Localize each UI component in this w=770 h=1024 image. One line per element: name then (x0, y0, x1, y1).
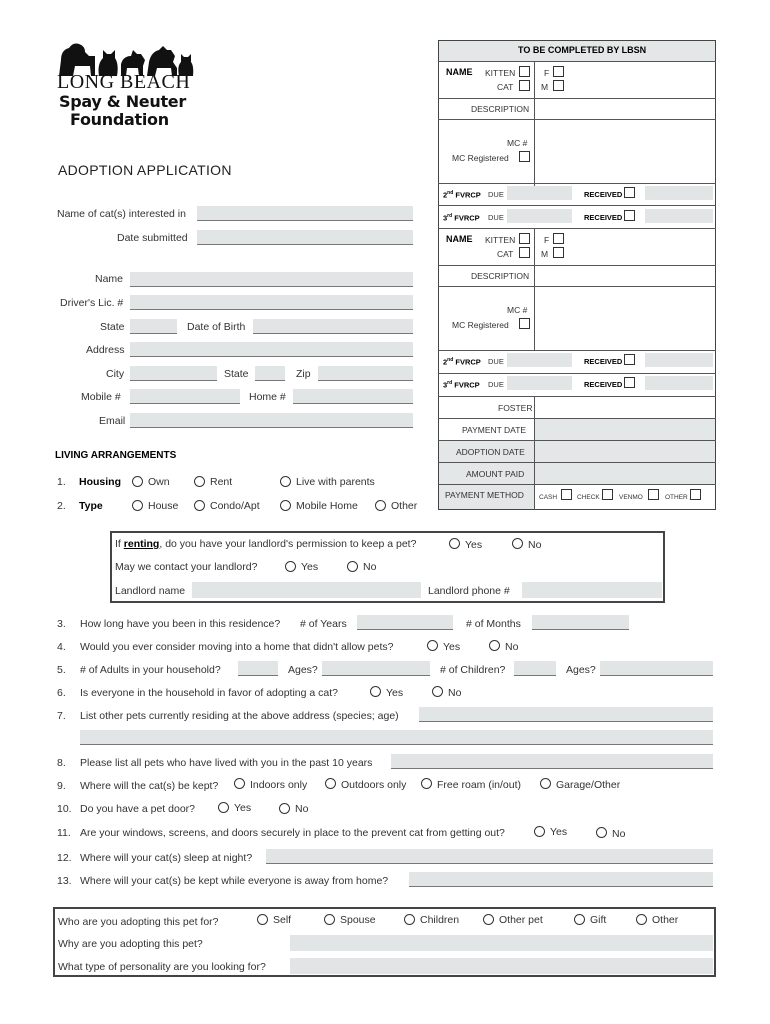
address-field[interactable] (130, 342, 413, 357)
q1-number: 1. (57, 476, 66, 488)
cat2-m-checkbox[interactable] (553, 247, 564, 258)
adopting-for-question: Who are you adopting this pet for? (58, 916, 219, 928)
landlord-name-label: Landlord name (115, 585, 186, 597)
why-field[interactable] (290, 935, 713, 951)
q8-text: Please list all pets who have lived with you in the past 10 years (80, 757, 373, 769)
cat1-mc-registered-checkbox[interactable] (519, 151, 530, 162)
q4-yes-label: Yes (443, 641, 461, 653)
cat2-fvrcp2-received-checkbox[interactable] (624, 354, 635, 365)
q6-yes-radio[interactable] (370, 686, 381, 697)
past-pets-field[interactable] (391, 754, 713, 769)
dob-field[interactable] (253, 319, 413, 334)
other-adopt-label: Other (652, 914, 679, 926)
q7-text: List other pets currently residing at the above address (species; age) (80, 710, 399, 722)
cat2-mc-registered-checkbox[interactable] (519, 318, 530, 329)
children-label: # of Children? (440, 664, 506, 676)
logo-line3: Foundation (70, 110, 169, 129)
contact-no-label: No (363, 561, 377, 573)
housing-label: Housing (79, 476, 121, 488)
q7-number: 7. (57, 710, 66, 722)
cat2-cat-label: CAT (497, 249, 514, 259)
parents-radio[interactable] (280, 476, 291, 487)
gift-radio[interactable] (574, 914, 585, 925)
q4-no-radio[interactable] (489, 640, 500, 651)
address-label: Address (86, 344, 125, 356)
mobile-home-label: Mobile Home (296, 500, 358, 512)
mobile-field[interactable] (130, 389, 240, 404)
cat2-fvrcp3-due-label: DUE (488, 380, 504, 389)
foster-label: FOSTER (498, 403, 533, 413)
other-type-radio[interactable] (375, 500, 386, 511)
house-radio[interactable] (132, 500, 143, 511)
adult-ages-label: Ages? (288, 664, 318, 676)
self-radio[interactable] (257, 914, 268, 925)
email-label: Email (99, 415, 126, 427)
check-label: CHECK (577, 494, 600, 501)
garage-radio[interactable] (540, 778, 551, 789)
other-payment-checkbox[interactable] (690, 489, 701, 500)
cat2-m-label: M (541, 249, 549, 259)
q6-no-radio[interactable] (432, 686, 443, 697)
state2-label: State (224, 368, 249, 380)
cat-name-label: Name of cat(s) interested in (57, 208, 186, 220)
landlord-phone-label: Landlord phone # (428, 585, 510, 597)
contact-no-radio[interactable] (347, 561, 358, 572)
cat2-fvrcp3-due-field[interactable] (507, 376, 572, 390)
q6-number: 6. (57, 687, 66, 699)
why-question: Why are you adopting this pet? (58, 938, 203, 950)
cat1-kitten-checkbox[interactable] (519, 66, 530, 77)
cat1-f-checkbox[interactable] (553, 66, 564, 77)
spouse-label: Spouse (340, 914, 376, 926)
cat1-fvrcp2-due-field[interactable] (507, 186, 572, 200)
other-payment-label: OTHER (665, 494, 688, 501)
sleep-field[interactable] (266, 849, 713, 864)
lbsn-header: TO BE COMPLETED BY LBSN (518, 45, 647, 55)
cat1-kitten-label: KITTEN (485, 68, 516, 78)
outdoors-radio[interactable] (325, 778, 336, 789)
date-submitted-field[interactable] (197, 230, 413, 245)
q2-number: 2. (57, 500, 66, 512)
cat1-description-label: DESCRIPTION (471, 104, 530, 114)
amount-paid-label: AMOUNT PAID (466, 469, 525, 479)
other-pets-field-2[interactable] (80, 730, 713, 745)
q10-no-radio[interactable] (279, 803, 290, 814)
city-field[interactable] (130, 366, 217, 381)
state-label: State (100, 321, 125, 333)
outdoors-label: Outdoors only (341, 779, 407, 791)
cat1-fvrcp3-due-field[interactable] (507, 209, 572, 223)
months-field[interactable] (532, 615, 629, 630)
venmo-label: VENMO (619, 494, 643, 501)
q11-number: 11. (57, 827, 71, 839)
q3-number: 3. (57, 618, 66, 630)
indoors-radio[interactable] (234, 778, 245, 789)
license-label: Driver's Lic. # (60, 297, 124, 309)
adoption-date-label: ADOPTION DATE (456, 447, 525, 457)
rent-label: Rent (210, 476, 233, 488)
zip-label: Zip (296, 368, 311, 380)
other-pets-field[interactable] (419, 707, 713, 722)
cat1-fvrcp2-due-label: DUE (488, 190, 504, 199)
cat2-f-label: F (544, 235, 550, 245)
condo-label: Condo/Apt (210, 500, 260, 512)
name-label: Name (95, 273, 124, 285)
contact-yes-radio[interactable] (285, 561, 296, 572)
adult-ages-field[interactable] (322, 661, 430, 676)
cat2-fvrcp2-due-field[interactable] (507, 353, 572, 367)
q9-text: Where will the cat(s) be kept? (80, 780, 219, 792)
landlord-phone-field[interactable] (522, 582, 662, 598)
condo-radio[interactable] (194, 500, 205, 511)
living-heading: LIVING ARRANGEMENTS (55, 450, 177, 461)
city-label: City (106, 368, 125, 380)
cat1-m-label: M (541, 82, 549, 92)
garage-label: Garage/Other (556, 779, 621, 791)
roam-label: Free roam (in/out) (437, 779, 522, 791)
cat2-name-label: NAME (446, 234, 473, 244)
venmo-checkbox[interactable] (648, 489, 659, 500)
q13-text: Where will your cat(s) be kept while everyone is away from home? (80, 875, 389, 887)
children-label-adopt: Children (420, 914, 460, 926)
cat1-cat-label: CAT (497, 82, 514, 92)
name-field[interactable] (130, 272, 413, 287)
q4-yes-radio[interactable] (427, 640, 438, 651)
cat2-fvrcp3-label: 3rd FVRCP (443, 380, 480, 390)
q6-yes-label: Yes (386, 687, 404, 699)
type-label: Type (79, 500, 103, 512)
contact-yes-label: Yes (301, 561, 319, 573)
gift-label: Gift (590, 914, 607, 926)
q13-number: 13. (57, 875, 72, 887)
cat1-fvrcp2-received-label: RECEIVED (584, 190, 623, 199)
q9-number: 9. (57, 780, 66, 792)
logo-line2: Spay & Neuter (59, 92, 186, 111)
state-field[interactable] (130, 319, 177, 334)
roam-radio[interactable] (421, 778, 432, 789)
cat1-name-label: NAME (446, 67, 473, 77)
cash-label: CASH (539, 494, 558, 501)
parents-label: Live with parents (296, 476, 375, 488)
cat1-fvrcp3-received-field[interactable] (645, 209, 713, 223)
personality-question: What type of personality are you looking for? (58, 961, 266, 973)
q11-yes-label: Yes (550, 826, 568, 838)
children-field[interactable] (514, 661, 556, 676)
zip-field[interactable] (318, 366, 413, 381)
cat1-mc-label: MC # (507, 138, 528, 148)
cat2-kitten-checkbox[interactable] (519, 233, 530, 244)
check-checkbox[interactable] (602, 489, 613, 500)
dob-label: Date of Birth (187, 321, 246, 333)
house-label: House (148, 500, 179, 512)
q6-text: Is everyone in the household in favor of adopting a cat? (80, 687, 339, 699)
own-radio[interactable] (132, 476, 143, 487)
payment-method-label: PAYMENT METHOD (445, 490, 524, 500)
away-field[interactable] (409, 872, 713, 887)
own-label: Own (148, 476, 170, 488)
other-type-label: Other (391, 500, 418, 512)
landlord-name-field[interactable] (192, 582, 421, 598)
q4-no-label: No (505, 641, 519, 653)
permission-yes-label: Yes (465, 539, 483, 551)
page-title: ADOPTION APPLICATION (58, 162, 232, 178)
cat1-fvrcp3-received-checkbox[interactable] (624, 210, 635, 221)
logo-line1: LONG BEACH (57, 71, 191, 93)
months-label: # of Months (466, 618, 521, 630)
cat1-fvrcp3-received-label: RECEIVED (584, 213, 623, 222)
contact-landlord-question: May we contact your landlord? (115, 561, 258, 573)
q10-no-label: No (295, 803, 309, 815)
state2-field[interactable] (255, 366, 285, 381)
q11-yes-radio[interactable] (534, 826, 545, 837)
child-ages-label: Ages? (566, 664, 596, 676)
other-adopt-radio[interactable] (636, 914, 647, 925)
cat2-fvrcp3-received-label: RECEIVED (584, 380, 623, 389)
email-field[interactable] (130, 413, 413, 428)
q4-text: Would you ever consider moving into a home that didn't allow pets? (80, 641, 394, 653)
personality-field[interactable] (290, 958, 713, 974)
cat2-mc-label: MC # (507, 305, 528, 315)
cat2-description-label: DESCRIPTION (471, 271, 530, 281)
q6-no-label: No (448, 687, 462, 699)
q10-number: 10. (57, 803, 72, 815)
children-radio[interactable] (404, 914, 415, 925)
cat2-fvrcp2-received-field[interactable] (645, 353, 713, 367)
adults-field[interactable] (238, 661, 278, 676)
cat1-mc-registered-label: MC Registered (452, 153, 509, 163)
renting-question: If renting, do you have your landlord's permission to keep a pet? (115, 538, 417, 550)
q5-text: # of Adults in your household? (80, 664, 221, 676)
q4-number: 4. (57, 641, 66, 653)
cat1-m-checkbox[interactable] (553, 80, 564, 91)
child-ages-field[interactable] (600, 661, 713, 676)
payment-date-field[interactable] (535, 419, 715, 440)
q10-text: Do you have a pet door? (80, 803, 195, 815)
license-field[interactable] (130, 295, 413, 310)
self-label: Self (273, 914, 292, 926)
mobile-home-radio[interactable] (280, 500, 291, 511)
cat2-mc-registered-label: MC Registered (452, 320, 509, 330)
cat1-fvrcp2-label: 2nd FVRCP (443, 190, 481, 200)
cat1-cat-checkbox[interactable] (519, 80, 530, 91)
permission-yes-radio[interactable] (449, 538, 460, 549)
cat2-fvrcp2-received-label: RECEIVED (584, 357, 623, 366)
q12-number: 12. (57, 852, 72, 864)
cat2-f-checkbox[interactable] (553, 233, 564, 244)
mobile-label: Mobile # (81, 391, 121, 403)
q11-no-label: No (612, 828, 626, 840)
date-submitted-label: Date submitted (117, 232, 188, 244)
q10-yes-label: Yes (234, 802, 252, 814)
other-pet-radio[interactable] (483, 914, 494, 925)
years-label: # of Years (300, 618, 347, 630)
cat2-fvrcp2-due-label: DUE (488, 357, 504, 366)
cat2-fvrcp2-label: 2nd FVRCP (443, 357, 481, 367)
rent-radio[interactable] (194, 476, 205, 487)
q12-text: Where will your cat(s) sleep at night? (80, 852, 253, 864)
cat1-fvrcp3-label: 3rd FVRCP (443, 213, 480, 223)
other-pet-label: Other pet (499, 914, 543, 926)
years-field[interactable] (357, 615, 453, 630)
cat2-fvrcp3-received-field[interactable] (645, 376, 713, 390)
indoors-label: Indoors only (250, 779, 308, 791)
q11-no-radio[interactable] (596, 827, 607, 838)
cash-checkbox[interactable] (561, 489, 572, 500)
cat-name-field[interactable] (197, 206, 413, 221)
cat1-f-label: F (544, 68, 550, 78)
cat1-fvrcp2-received-field[interactable] (645, 186, 713, 200)
cat1-fvrcp2-received-checkbox[interactable] (624, 187, 635, 198)
spouse-radio[interactable] (324, 914, 335, 925)
cat1-fvrcp3-due-label: DUE (488, 213, 504, 222)
q10-yes-radio[interactable] (218, 802, 229, 813)
home-field[interactable] (293, 389, 413, 404)
q5-number: 5. (57, 664, 66, 676)
q8-number: 8. (57, 757, 66, 769)
q3-text: How long have you been in this residence? (80, 618, 281, 630)
cat2-fvrcp3-received-checkbox[interactable] (624, 377, 635, 388)
payment-date-label: PAYMENT DATE (462, 425, 527, 435)
permission-no-radio[interactable] (512, 538, 523, 549)
cat2-kitten-label: KITTEN (485, 235, 516, 245)
home-label: Home # (249, 391, 286, 403)
q11-text: Are your windows, screens, and doors securely in place to the prevent cat from getting out? (80, 827, 505, 839)
cat2-cat-checkbox[interactable] (519, 247, 530, 258)
permission-no-label: No (528, 539, 542, 551)
